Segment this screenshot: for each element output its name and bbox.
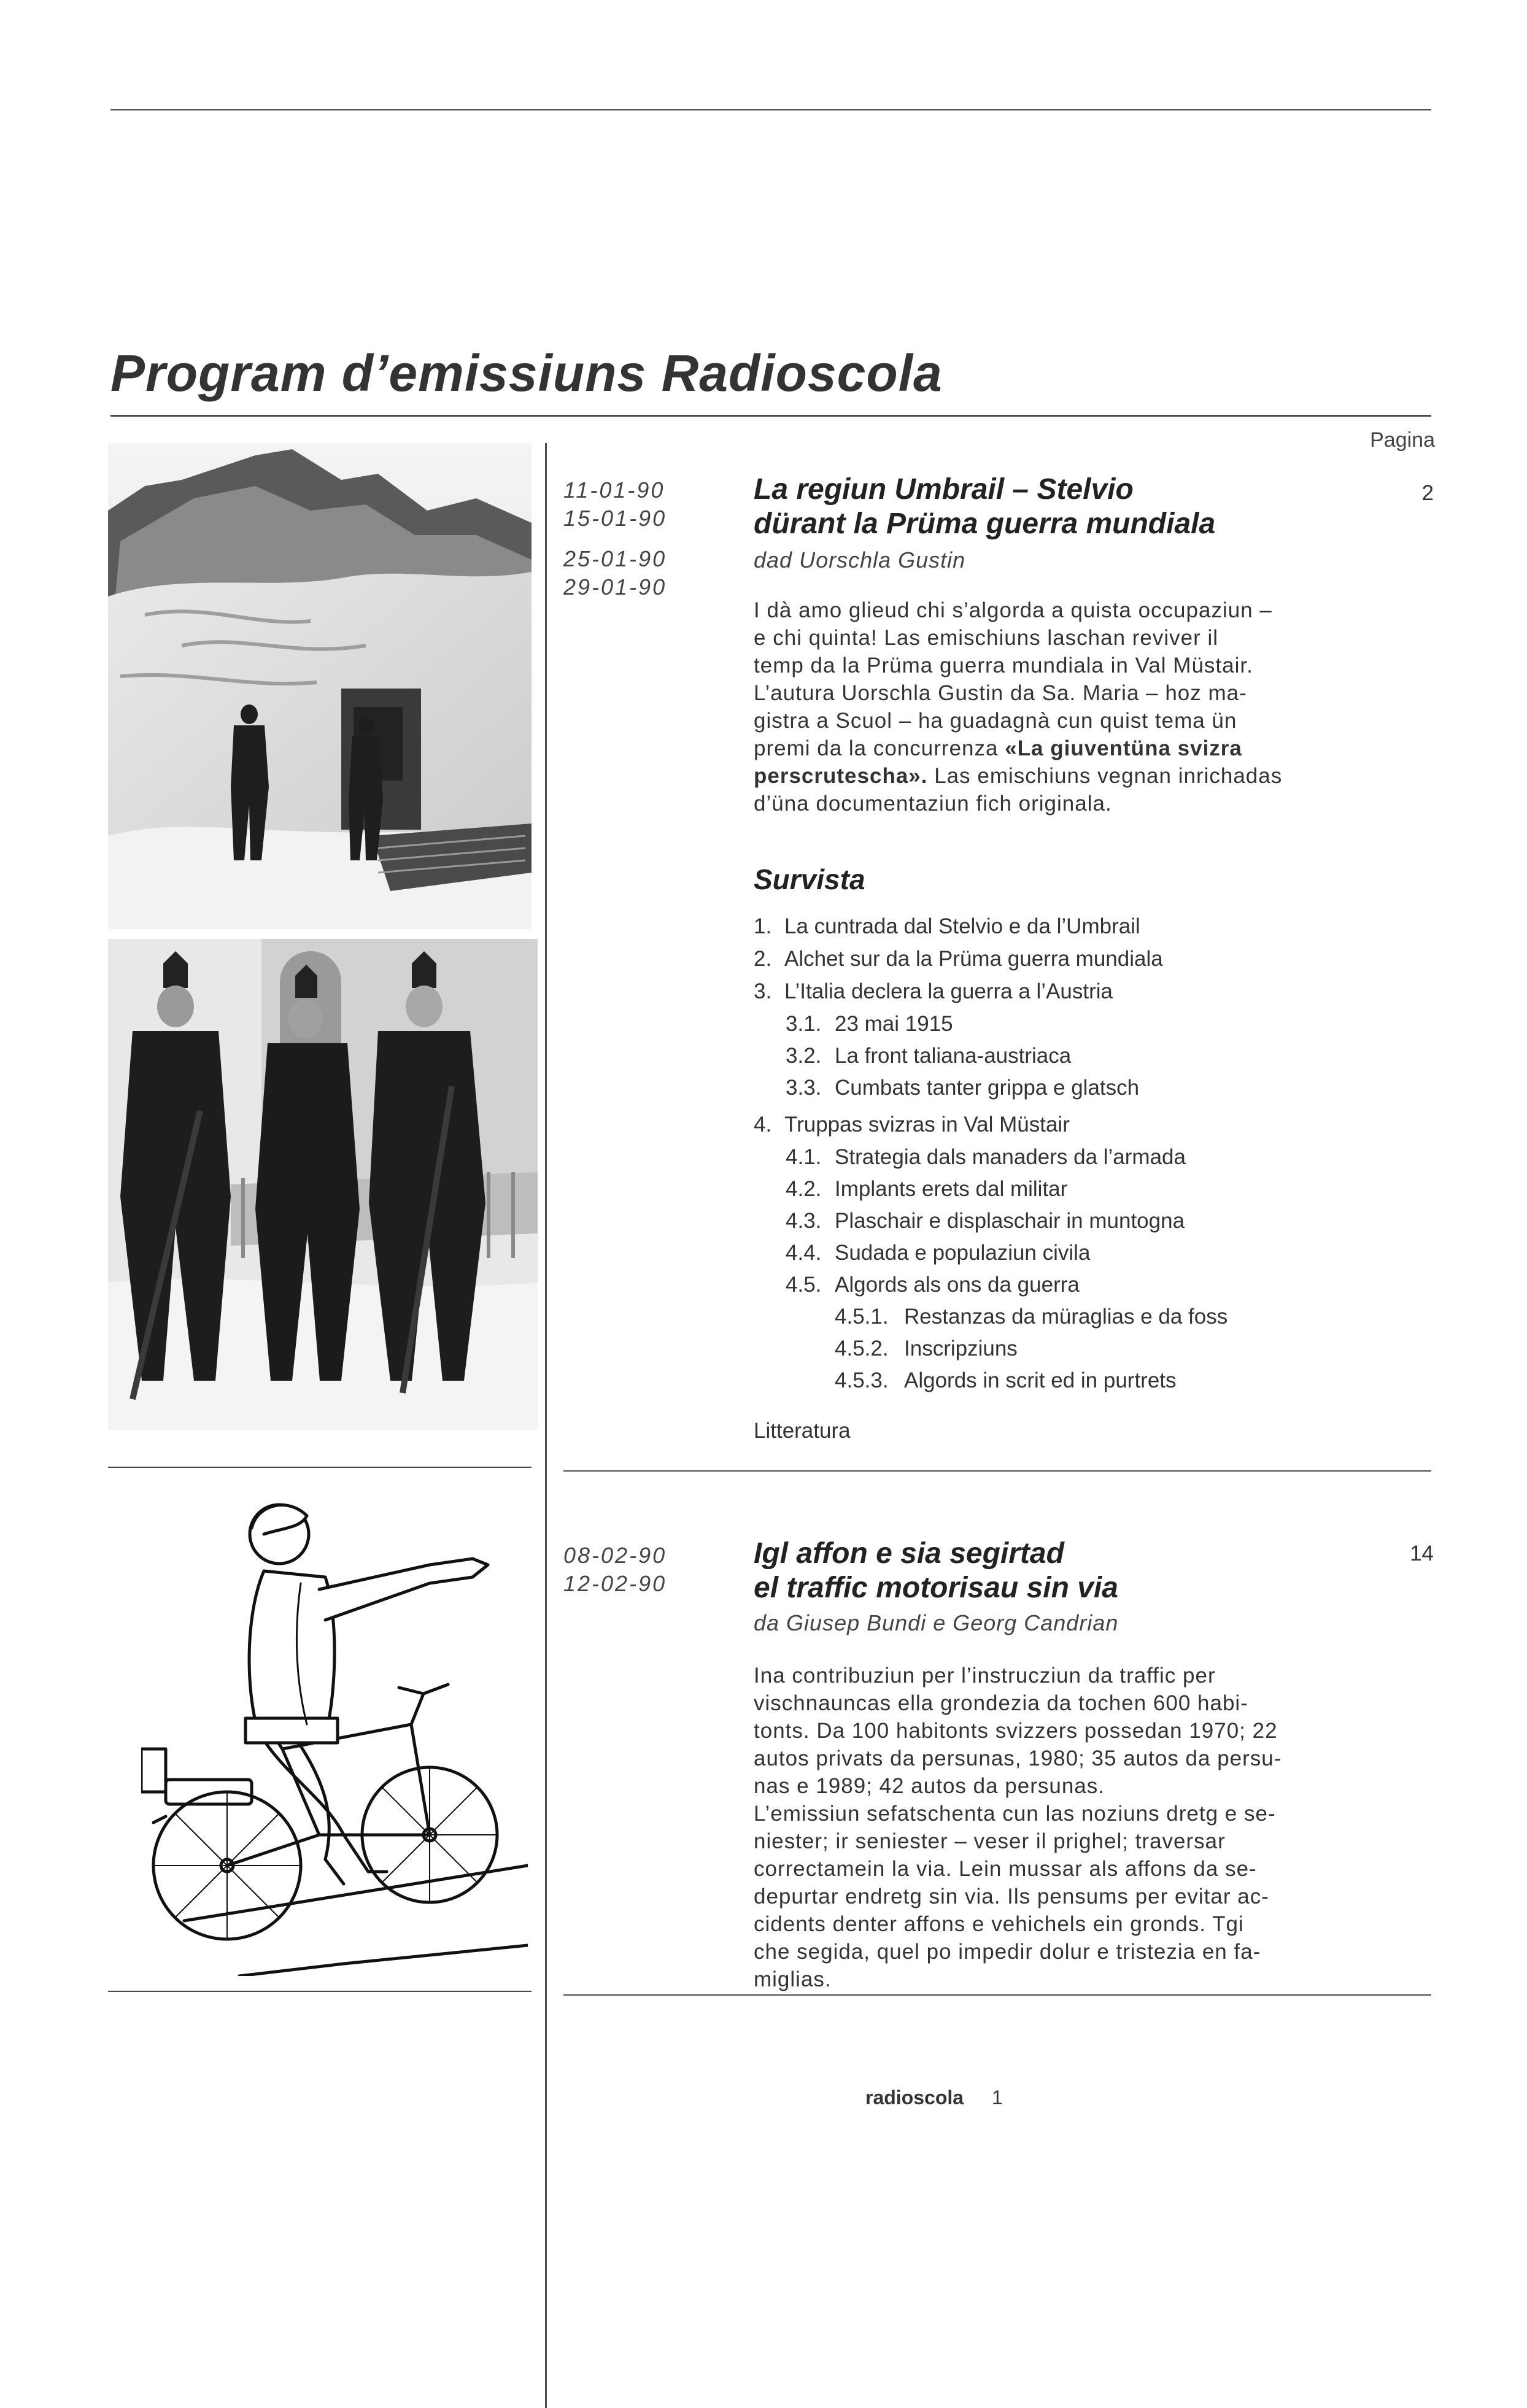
item2-page-number: 14 xyxy=(1410,1542,1434,1565)
page-title: Program d’emissiuns Radioscola xyxy=(110,344,943,402)
item1-dates xyxy=(563,476,667,601)
outline-item: 3.2. La front taliana-austriaca xyxy=(786,1044,1072,1068)
text-line: L’emissiun sefatschenta cun las noziuns dretg e se- xyxy=(754,1802,1276,1826)
three-soldiers-photo xyxy=(108,939,538,1430)
item1-title-line1: La regiun Umbrail – Stelvio xyxy=(754,473,1134,506)
litteratura-label: Litteratura xyxy=(754,1419,851,1443)
outline-item: 1. La cuntrada dal Stelvio e da l’Umbrail xyxy=(754,914,1140,938)
top-rule xyxy=(110,109,1431,110)
text-line: perscrutescha». Las emischiuns vegnan inrichadas xyxy=(754,764,1283,788)
text-line: depurtar endretg sin via. Ils pensums per evitar ac- xyxy=(754,1885,1269,1908)
item2-title xyxy=(754,1537,1118,1605)
text-line: e chi quinta! Las emischiuns laschan reviver il xyxy=(754,626,1219,650)
date: 15-01-90 xyxy=(563,506,667,531)
text-line: Ina contribuziun per l’instrucziun da traffic per xyxy=(754,1664,1216,1688)
date: 29-01-90 xyxy=(563,574,667,600)
footer-page-number: 1 xyxy=(991,2086,1003,2109)
column-divider xyxy=(545,443,547,2408)
survista-outline xyxy=(754,914,1306,1400)
outline-item: 4.1. Strategia dals manaders da l’armada xyxy=(786,1145,1186,1169)
outline-item: 3.3. Cumbats tanter grippa e glatsch xyxy=(786,1076,1140,1100)
text-line: miglias. xyxy=(754,1967,832,1991)
item1-title-line2: dürant la Prüma guerra mundiala xyxy=(754,507,1216,540)
date: 12-02-90 xyxy=(563,1571,667,1596)
title-rule xyxy=(110,415,1431,417)
mountain-sentry-photo xyxy=(108,443,532,929)
date: 08-02-90 xyxy=(563,1543,667,1568)
item1-right-bottom-rule xyxy=(563,1470,1431,1472)
text-line: che segida, quel po impedir dolur e tristezia en fa- xyxy=(754,1940,1261,1964)
item1-page-number: 2 xyxy=(1421,481,1434,505)
item2-author: da Giusep Bundi e Georg Candrian xyxy=(754,1610,1119,1635)
page-footer xyxy=(865,2086,1003,2109)
text-line: gistra a Scuol – ha guadagnà cun quist tema ün xyxy=(754,709,1237,733)
item2-right-bottom-rule xyxy=(563,1994,1431,1996)
text-line: d’üna documentaziun fich originala. xyxy=(754,792,1112,816)
outline-item: 4.4. Sudada e populaziun civila xyxy=(786,1241,1091,1265)
item1-title xyxy=(754,473,1215,541)
outline-item: 4.2. Implants erets dal militar xyxy=(786,1177,1068,1201)
item2-title-line2: el traffic motorisau sin via xyxy=(754,1572,1118,1604)
text-line: niester; ir seniester – veser il prighel; traversar xyxy=(754,1829,1226,1853)
text-line: tonts. Da 100 habitonts svizzers possedan 1970; 22 xyxy=(754,1719,1278,1743)
competition-name: «La giuventüna svizra xyxy=(1005,736,1242,760)
text-line: vischnauncas ella grondezia da tochen 600 habi- xyxy=(754,1691,1248,1715)
text-line: correctamein la via. Lein mussar als affons da se- xyxy=(754,1857,1257,1881)
text-line: premi da la concurrenza «La giuventüna svizra xyxy=(754,736,1242,760)
outline-item: 3.1. 23 mai 1915 xyxy=(786,1012,953,1036)
item1-description xyxy=(754,596,1300,817)
outline-item: 4.3. Plaschair e displaschair in muntogna xyxy=(786,1209,1185,1233)
text-line: I dà amo glieud chi s’algorda a quista occupaziun – xyxy=(754,598,1272,622)
outline-item: 3. L’Italia declera la guerra a l’Austria xyxy=(754,979,1113,1003)
footer-brand: radioscola xyxy=(865,2086,964,2109)
text-line: L’autura Uorschla Gustin da Sa. Maria – hoz ma- xyxy=(754,681,1247,705)
outline-item: 4.5.2. Inscripziuns xyxy=(835,1337,1018,1360)
outline-item: 4. Truppas svizras in Val Müstair xyxy=(754,1113,1070,1136)
date: 25-01-90 xyxy=(563,546,667,571)
text-line: nas e 1989; 42 autos da persunas. xyxy=(754,1774,1105,1798)
item2-dates xyxy=(563,1542,667,1598)
outline-item: 4.5.1. Restanzas da müraglias e da foss xyxy=(835,1305,1228,1329)
item2-left-bottom-rule xyxy=(108,1991,532,1992)
outline-item: 4.5.3. Algords in scrit ed in purtrets xyxy=(835,1368,1177,1392)
item1-author: dad Uorschla Gustin xyxy=(754,547,966,573)
text-line: autos privats da persunas, 1980; 35 autos da persu- xyxy=(754,1746,1282,1770)
competition-name-cont: perscrutescha». xyxy=(754,764,928,788)
text-line: temp da la Prüma guerra mundiala in Val Müstair. xyxy=(754,654,1253,677)
item1-left-bottom-rule xyxy=(108,1467,532,1468)
pagina-label: Pagina xyxy=(1370,428,1435,452)
cyclist-signaling-illustration xyxy=(141,1491,528,1976)
date: 11-01-90 xyxy=(563,477,665,503)
item2-title-line1: Igl affon e sia segirtad xyxy=(754,1537,1064,1570)
outline-item: 4.5. Algords als ons da guerra xyxy=(786,1273,1080,1297)
survista-heading: Survista xyxy=(754,863,865,895)
outline-item: 2. Alchet sur da la Prüma guerra mundiala xyxy=(754,947,1163,971)
item2-description xyxy=(754,1662,1300,1993)
text-line: cidents denter affons e vehichels ein gronds. Tgi xyxy=(754,1912,1244,1936)
